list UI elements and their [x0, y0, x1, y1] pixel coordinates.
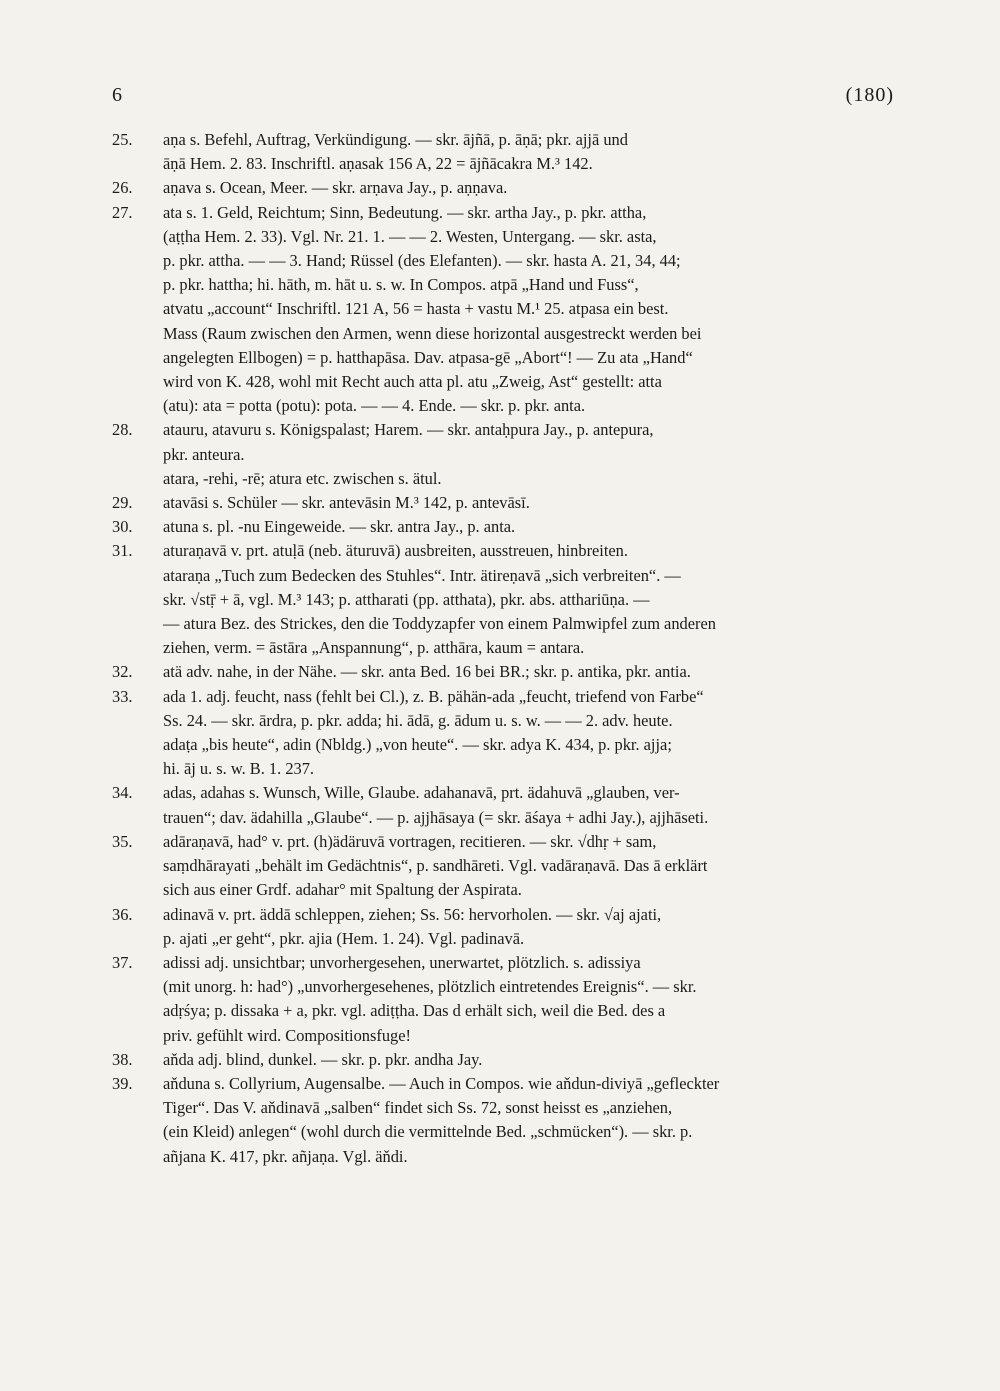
dictionary-entry	[112, 201, 894, 419]
entry-text-line: adaṭa „bis heute“, adin (Nbldg.) „von heute“. — skr. adya K. 434, p. pkr. ajja;	[163, 735, 672, 755]
entry-text-line: aṇava s. Ocean, Meer. — skr. arṇava Jay., p. aṇṇava.	[163, 178, 508, 198]
entry-number: 34.	[112, 783, 133, 803]
entry-number: 30.	[112, 517, 133, 537]
dictionary-entry	[112, 491, 894, 515]
entry-text-line: atara, -rehi, -rē; atura etc. zwischen s. ätul.	[163, 468, 442, 488]
entry-number: 33.	[112, 686, 133, 706]
entry-text-line: sich aus einer Grdf. adahar° mit Spaltung der Aspirata.	[163, 880, 522, 900]
dictionary-entry	[112, 830, 894, 903]
entry-number: 25.	[112, 130, 133, 149]
entry-number: 31.	[112, 541, 133, 561]
entry-text-line: ziehen, verm. = āstāra „Anspannung“, p. atthāra, kaum = antara.	[163, 638, 585, 658]
entry-text-line: Tiger“. Das V. aňdinavā „salben“ findet sich Ss. 72, sonst heisst es „anziehen,	[163, 1098, 673, 1118]
entry-text-line: adissi adj. unsichtbar; unvorhergesehen, unerwartet, plötzlich. s. adissiya	[163, 952, 641, 972]
entry-number: 37.	[112, 952, 133, 972]
entry-text-line: (aṭṭha Hem. 2. 33). Vgl. Nr. 21. 1. — — 2. Westen, Untergang. — skr. asta,	[163, 226, 657, 246]
entry-text-line: aňduna s. Collyrium, Augensalbe. — Auch in Compos. wie aňdun-diviyā „gefleckter	[163, 1073, 720, 1093]
entry-text-line: saṃdhārayati „behält im Gedächtnis“, p. sandhāreti. Vgl. vadāraṇavā. Das ā erklärt	[163, 856, 708, 876]
entry-text-line: — atura Bez. des Strickes, den die Toddyzapfer von einem Palmwipfel zum anderen	[163, 614, 716, 634]
entry-text-line: angelegten Ellbogen) = p. hatthapāsa. Dav. atpasa-gē „Abort“! — Zu ata „Hand“	[163, 347, 693, 367]
entry-text-line: atavāsi s. Schüler — skr. antevāsin M.³ 142, p. antevāsī.	[163, 493, 530, 513]
entry-text-line: p. pkr. attha. — — 3. Hand; Rüssel (des Elefanten). — skr. hasta A. 21, 34, 44;	[163, 251, 681, 271]
entry-number: 29.	[112, 493, 133, 513]
entry-number: 27.	[112, 202, 133, 222]
page-header	[112, 84, 894, 114]
dictionary-entry	[112, 1048, 894, 1072]
entry-text-line: p. ajati „er geht“, pkr. ajia (Hem. 1. 24). Vgl. padinavā.	[163, 928, 525, 948]
dictionary-entry	[112, 685, 894, 782]
entry-text-line: ataraṇa „Tuch zum Bedecken des Stuhles“. Intr. ätireṇavā „sich verbreiten“. —	[163, 565, 681, 585]
entry-text-line: atuna s. pl. -nu Eingeweide. — skr. antra Jay., p. anta.	[163, 517, 516, 537]
entry-text-line: aňda adj. blind, dunkel. — skr. p. pkr. andha Jay.	[163, 1049, 483, 1069]
entry-text-line: (ein Kleid) anlegen“ (wohl durch die vermittelnde Bed. „schmücken“). — skr. p.	[163, 1122, 693, 1142]
entry-text-line: Mass (Raum zwischen den Armen, wenn diese horizontal ausgestreckt werden bei	[163, 323, 702, 343]
dictionary-entry	[112, 539, 894, 660]
entry-text-line: adṛśya; p. dissaka + a, pkr. vgl. adiṭṭha. Das d erhält sich, weil die Bed. des a	[163, 1001, 666, 1021]
dictionary-entry	[112, 1072, 894, 1169]
entry-text-line: atvatu „account“ Inschriftl. 121 A, 56 = hasta + vastu M.¹ 25. atpasa ein best.	[163, 299, 669, 319]
entry-text-line: atauru, atavuru s. Königspalast; Harem. — skr. antaḥpura Jay., p. antepura,	[163, 420, 654, 440]
entry-number: 38.	[112, 1049, 133, 1069]
entry-text-line: priv. gefühlt wird. Compositionsfuge!	[163, 1025, 411, 1045]
dictionary-entry	[112, 951, 894, 1048]
entry-number: 36.	[112, 904, 133, 924]
dictionary-entry	[112, 903, 894, 951]
entry-text-line: pkr. anteura.	[163, 444, 245, 464]
dictionary-entry	[112, 128, 894, 176]
dictionary-entry	[112, 660, 894, 684]
page-reference: (180)	[845, 84, 894, 106]
entry-text-line: p. pkr. hattha; hi. hāth, m. hāt u. s. w. In Compos. atpā „Hand und Fuss“,	[163, 275, 639, 295]
entry-number: 28.	[112, 420, 133, 440]
entry-text-line: wird von K. 428, wohl mit Recht auch atta pl. atu „Zweig, Ast“ gestellt: atta	[163, 372, 662, 392]
entry-number: 39.	[112, 1073, 133, 1093]
entry-text-line: adāraṇavā, had° v. prt. (h)ädäruvā vortragen, recitieren. — skr. √dhṛ + sam,	[163, 831, 657, 851]
entry-text-line: skr. √stṝ + ā, vgl. M.³ 143; p. attharati (pp. atthata), pkr. abs. atthariūṇa. —	[163, 589, 650, 609]
entry-text-line: (mit unorg. h: had°) „unvorhergesehenes, plötzlich eintretendes Ereignis“. — skr.	[163, 977, 697, 997]
entry-number: 32.	[112, 662, 133, 682]
dictionary-entry	[112, 176, 894, 200]
entry-text-line: Ss. 24. — skr. ārdra, p. pkr. adda; hi. ādā, g. ādum u. s. w. — — 2. adv. heute.	[163, 710, 673, 730]
entry-text-line: āṇā Hem. 2. 83. Inschriftl. aṇasak 156 A, 22 = ājñācakra M.³ 142.	[163, 154, 593, 174]
entry-text-line: aṇa s. Befehl, Auftrag, Verkündigung. — skr. ājñā, p. āṇā; pkr. ajjā und	[163, 130, 628, 149]
entry-text-line: (atu): ata = potta (potu): pota. — — 4. Ende. — skr. p. pkr. anta.	[163, 396, 586, 416]
dictionary-entry	[112, 515, 894, 539]
entry-text-line: hi. āj u. s. w. B. 1. 237.	[163, 759, 315, 779]
dictionary-entries	[112, 128, 894, 1169]
entry-text-line: ada 1. adj. feucht, nass (fehlt bei Cl.), z. B. pähän-ada „feucht, triefend von Farbe“	[163, 686, 704, 706]
entry-text-line: atä adv. nahe, in der Nähe. — skr. anta Bed. 16 bei BR.; skr. p. antika, pkr. antia.	[163, 662, 691, 682]
entry-text-line: trauen“; dav. ädahilla „Glaube“. — p. ajjhāsaya (= skr. āśaya + adhi Jay.), ajjhāseti.	[163, 807, 709, 827]
entry-number: 26.	[112, 178, 133, 198]
entry-text-line: adas, adahas s. Wunsch, Wille, Glaube. adahanavā, prt. ädahuvā „glauben, ver-	[163, 783, 680, 803]
entry-text-line: ata s. 1. Geld, Reichtum; Sinn, Bedeutung. — skr. artha Jay., p. pkr. attha,	[163, 202, 647, 222]
entry-number: 35.	[112, 831, 133, 851]
entry-text-line: añjana K. 417, pkr. añjaṇa. Vgl. äňdi.	[163, 1146, 408, 1166]
entry-text-line: aturaṇavā v. prt. atuḷā (neb. äturuvā) ausbreiten, ausstreuen, hinbreiten.	[163, 541, 628, 561]
dictionary-entry	[112, 418, 894, 491]
entry-text-line: adinavā v. prt. äddā schleppen, ziehen; Ss. 56: hervorholen. — skr. √aj ajati,	[163, 904, 662, 924]
dictionary-entry	[112, 781, 894, 829]
page-number: 6	[112, 84, 122, 106]
